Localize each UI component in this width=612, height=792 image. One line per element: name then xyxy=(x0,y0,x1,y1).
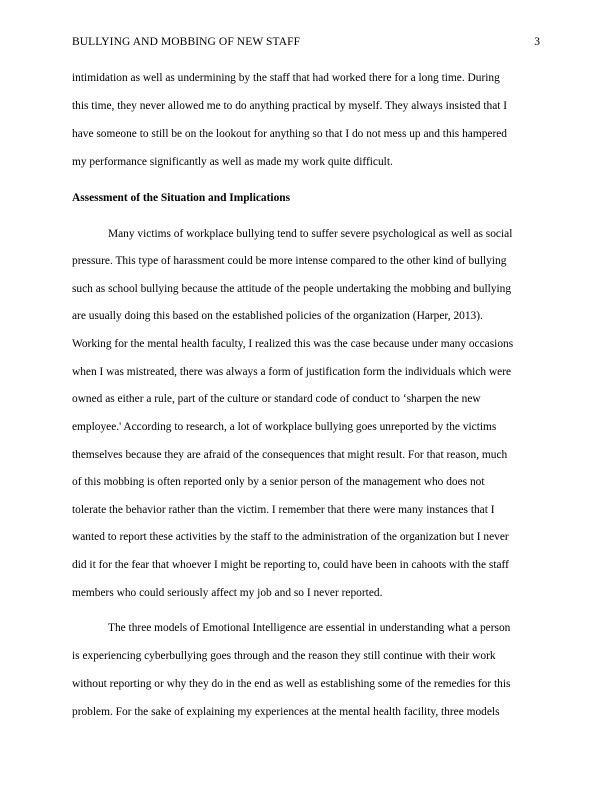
section-heading: Assessment of the Situation and Implications xyxy=(72,192,291,204)
paragraph-line: The three models of Emotional Intelligence are essential in understanding what a person xyxy=(108,622,511,634)
paragraph-line: themselves because they are afraid of the consequences that might result. For that reason, much xyxy=(72,449,508,461)
paragraph-line: intimidation as well as undermining by the staff that had worked there for a long time. During xyxy=(72,72,500,84)
paragraph-line: such as school bullying because the attitude of the people undertaking the mobbing and bullying xyxy=(72,283,512,295)
paragraph-line: my performance significantly as well as made my work quite difficult. xyxy=(72,156,393,168)
paragraph-line: tolerate the behavior rather than the victim. I remember that there were many instances that I xyxy=(72,504,495,516)
paragraph-line: pressure. This type of harassment could be more intense compared to the other kind of bullying xyxy=(72,255,507,267)
running-head: BULLYING AND MOBBING OF NEW STAFF xyxy=(72,36,301,48)
paragraph-line: wanted to report these activities by the staff to the administration of the organization but I never xyxy=(72,531,509,543)
paragraph-line: are usually doing this based on the established policies of the organization (Harper, 2013). xyxy=(72,310,483,322)
paragraph-line: without reporting or why they do in the end as well as establishing some of the remedies for this xyxy=(72,678,511,690)
paragraph-line: of this mobbing is often reported only by a senior person of the management who does not xyxy=(72,476,485,488)
paragraph-line: Working for the mental health faculty, I realized this was the case because under many occasions xyxy=(72,338,514,350)
paragraph-line: have someone to still be on the lookout for anything so that I do not mess up and this hampered xyxy=(72,128,507,140)
paragraph-line: members who could seriously affect my job and so I never reported. xyxy=(72,587,383,599)
paragraph-line: employee.' According to research, a lot of workplace bullying goes unreported by the victims xyxy=(72,421,497,433)
paragraph-line: is experiencing cyberbullying goes through and the reason they still continue with their work xyxy=(72,650,496,662)
paragraph-line: this time, they never allowed me to do anything practical by myself. They always insisted that I xyxy=(72,100,508,112)
paragraph-line: when I was mistreated, there was always a form of justification form the individuals which were xyxy=(72,366,512,378)
paragraph-line: Many victims of workplace bullying tend to suffer severe psychological as well as social xyxy=(108,228,513,240)
page-number: 3 xyxy=(534,36,540,48)
paragraph-line: problem. For the sake of explaining my experiences at the mental health facility, three models xyxy=(72,706,500,718)
paragraph-line: owned as either a rule, part of the culture or standard code of conduct to ‘sharpen the new xyxy=(72,393,481,405)
paragraph-line: did it for the fear that whoever I might be reporting to, could have been in cahoots with the staff xyxy=(72,559,509,571)
